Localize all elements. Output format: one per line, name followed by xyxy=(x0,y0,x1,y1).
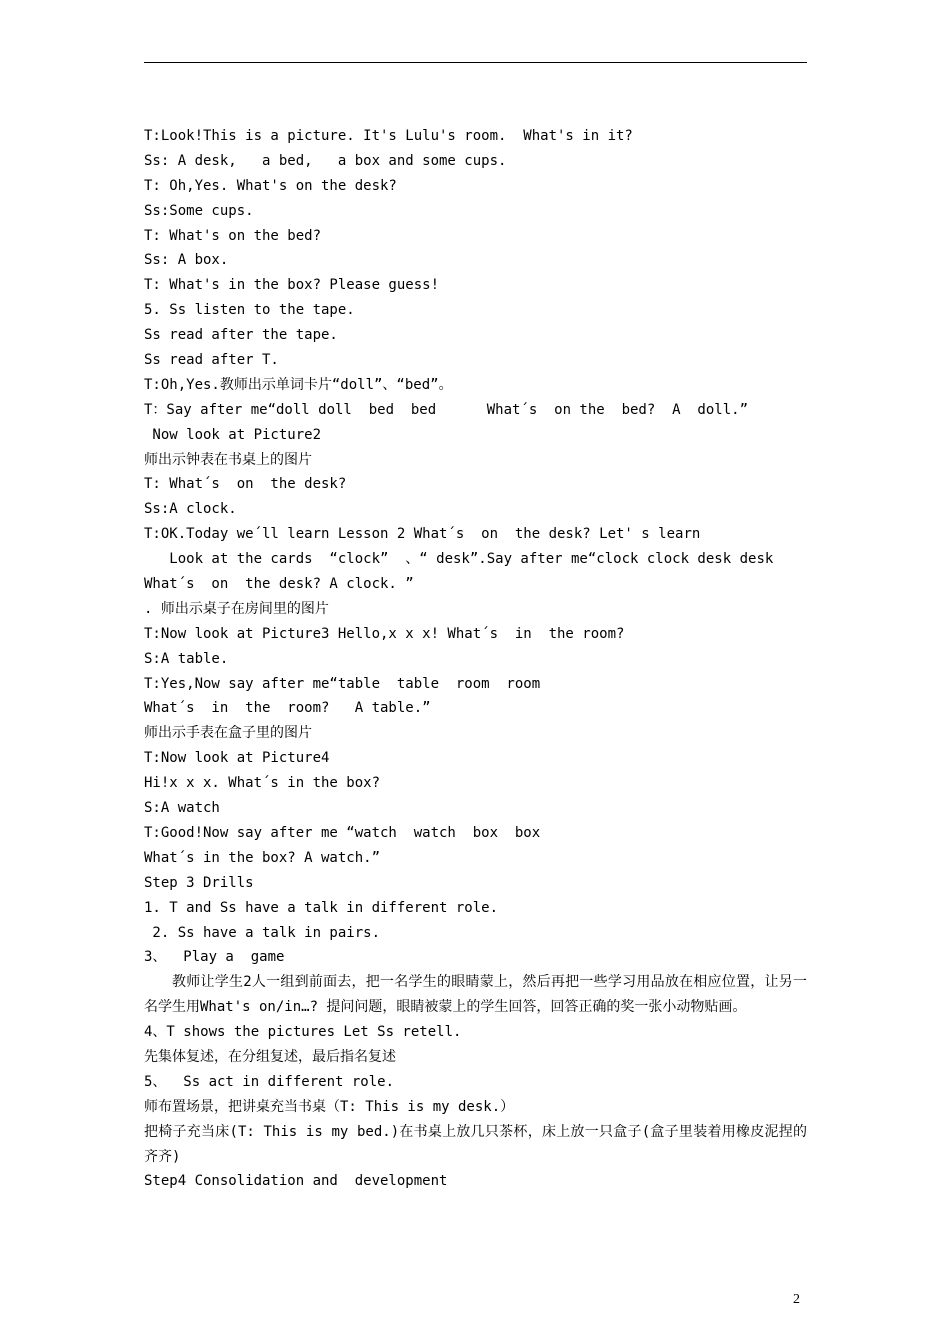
text-line: T: What's in the box? Please guess! xyxy=(144,277,440,294)
text-line: 5. Ss listen to the tape. xyxy=(144,302,355,319)
text-line: T: What´s on the desk? xyxy=(144,476,347,493)
text-line: What´s in the room? A table.” xyxy=(144,700,431,717)
game-description-paragraph: 教师让学生2人一组到前面去，把一名学生的眼睛蒙上，然后再把一些学习用品放在相应位置，让另一名学生用What's on/in…? 提问问题，眼睛被蒙上的学生回答，回答正确的奖一张小动物贴画。 xyxy=(144,974,807,1016)
text-line: Ss:A clock. xyxy=(144,501,237,518)
text-line: S:A watch xyxy=(144,800,220,817)
text-line: Hi!x x x. What´s in the box? xyxy=(144,775,381,792)
text-line: Ss: A desk, a bed, a box and some cups. xyxy=(144,152,507,169)
section-heading: Step4 Consolidation and development xyxy=(144,1173,448,1190)
text-line: Step 3 Drills xyxy=(144,874,254,891)
text-line: 师出示钟表在书桌上的图片 xyxy=(144,451,312,468)
text-line: T:OK.Today we´ll learn Lesson 2 What´s on the desk? Let' s learn xyxy=(144,526,701,543)
text-line: . 师出示桌子在房间里的图片 xyxy=(144,600,329,617)
text-line: Ss read after the tape. xyxy=(144,327,338,344)
document-body xyxy=(144,124,807,1194)
text-line: Ss:Some cups. xyxy=(144,202,254,219)
header-rule xyxy=(144,62,807,63)
scene-description-paragraph: 把椅子充当床(T: This is my bed.)在书桌上放几只茶杯，床上放一只盒子(盒子里装着用橡皮泥捏的齐齐) xyxy=(144,1123,807,1165)
text-line: 5、 Ss act in different role. xyxy=(144,1073,395,1090)
text-line: T:Good!Now say after me “watch watch box box xyxy=(144,824,541,841)
text-line: T:Look!This is a picture. It's Lulu's room. What's in it? xyxy=(144,128,633,144)
text-line: T: Oh,Yes. What's on the desk? xyxy=(144,177,397,194)
text-line: What´s on the desk? A clock. ” xyxy=(144,576,414,593)
text-line: What´s in the box? A watch.” xyxy=(144,849,381,866)
text-line: 1. T and Ss have a talk in different role. xyxy=(144,899,499,916)
text-line: T：Say after me“doll doll bed bed What´s on the bed? A doll.” xyxy=(144,401,749,418)
text-line: T:Oh,Yes.教师出示单词卡片“doll”、“bed”。 xyxy=(144,376,453,393)
text-line: T: What's on the bed? xyxy=(144,227,322,244)
text-line: Ss read after T. xyxy=(144,352,279,369)
text-line: Now look at Picture2 xyxy=(144,426,322,443)
text-line: 4、T shows the pictures Let Ss retell. xyxy=(144,1024,462,1041)
text-line: S:A table. xyxy=(144,650,229,667)
text-line: T:Now look at Picture3 Hello,x x x! What´s in the room? xyxy=(144,625,625,642)
text-line: T:Now look at Picture4 xyxy=(144,750,330,767)
text-line: 师布置场景，把讲桌充当书桌（T: This is my desk.） xyxy=(144,1098,515,1115)
text-line: T:Yes,Now say after me“table table room room xyxy=(144,675,541,692)
text-line: Look at the cards “clock” 、“ desk”.Say after me“clock clock desk desk xyxy=(144,551,774,568)
text-line: Ss: A box. xyxy=(144,252,229,269)
text-line: 先集体复述，在分组复述，最后指名复述 xyxy=(144,1048,396,1065)
text-line: 3、 Play a game xyxy=(144,949,285,966)
page-number: 2 xyxy=(793,1292,800,1307)
text-line: 2. Ss have a talk in pairs. xyxy=(144,924,381,941)
text-line: 师出示手表在盒子里的图片 xyxy=(144,725,312,742)
